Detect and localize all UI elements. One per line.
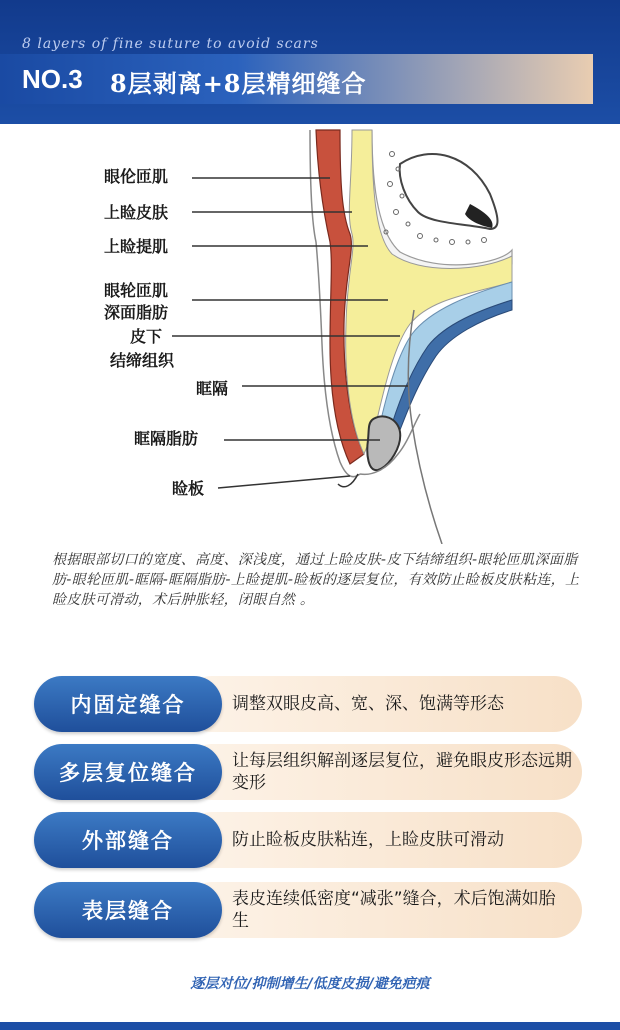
suture-name-pill: 外部缝合 — [34, 812, 222, 868]
suture-desc: 防止睑板皮肤粘连，上睑皮肤可滑动 — [184, 812, 582, 868]
tarsus — [367, 416, 400, 470]
label-subcutaneous-line2: 结缔组织 — [110, 351, 175, 370]
suture-item — [34, 882, 582, 938]
suture-item — [34, 744, 582, 800]
eyelid-anatomy-diagram — [0, 124, 620, 544]
label-tarsus: 睑板 — [172, 479, 205, 498]
procedure-description: 根据眼部切口的宽度、高度、深浅度，通过上睑皮肤-皮下结缔组织-眼轮匝肌深面脂肪-眼轮匝肌-眶隔-眶隔脂肪-上睑提肌-睑板的逐层复位，有效防止睑板皮肤粘连，上睑皮肤可滑动，术后肿胀轻，闭眼自然 。 — [52, 552, 580, 608]
label-septum: 眶隔 — [196, 379, 229, 398]
label-orbicularis: 眼伦匝肌 — [104, 167, 169, 186]
suture-desc: 表皮连续低密度“减张”缝合，术后饱满如胎生 — [184, 882, 582, 938]
header-subtitle-script: 8 layers of fine suture to avoid scars — [22, 36, 319, 52]
footer-bar — [0, 1022, 620, 1030]
label-roof-line1: 眼轮匝肌 — [104, 281, 169, 300]
section-number: NO.3 — [22, 64, 83, 94]
label-upper-eyelid-skin: 上睑皮肤 — [104, 203, 169, 222]
suture-desc: 调整双眼皮高、宽、深、饱满等形态 — [184, 676, 582, 732]
suture-name-pill: 内固定缝合 — [34, 676, 222, 732]
suture-item — [34, 676, 582, 732]
suture-name-pill: 表层缝合 — [34, 882, 222, 938]
suture-name-pill: 多层复位缝合 — [34, 744, 222, 800]
label-roof-line2: 深面脂肪 — [104, 303, 169, 322]
page-title: 8层剥离+8层精细缝合 — [110, 69, 367, 98]
suture-item — [34, 812, 582, 868]
eyelid-cross-section — [0, 124, 620, 544]
footer-tagline: 逐层对位/抑制增生/低度皮损/避免疤痕 — [190, 976, 430, 992]
label-subcutaneous-line1: 皮下 — [130, 327, 163, 346]
label-septal-fat: 眶隔脂肪 — [134, 429, 199, 448]
label-levator: 上睑提肌 — [104, 237, 169, 256]
suture-desc: 让每层组织解剖逐层复位，避免眼皮形态远期变形 — [184, 744, 582, 800]
